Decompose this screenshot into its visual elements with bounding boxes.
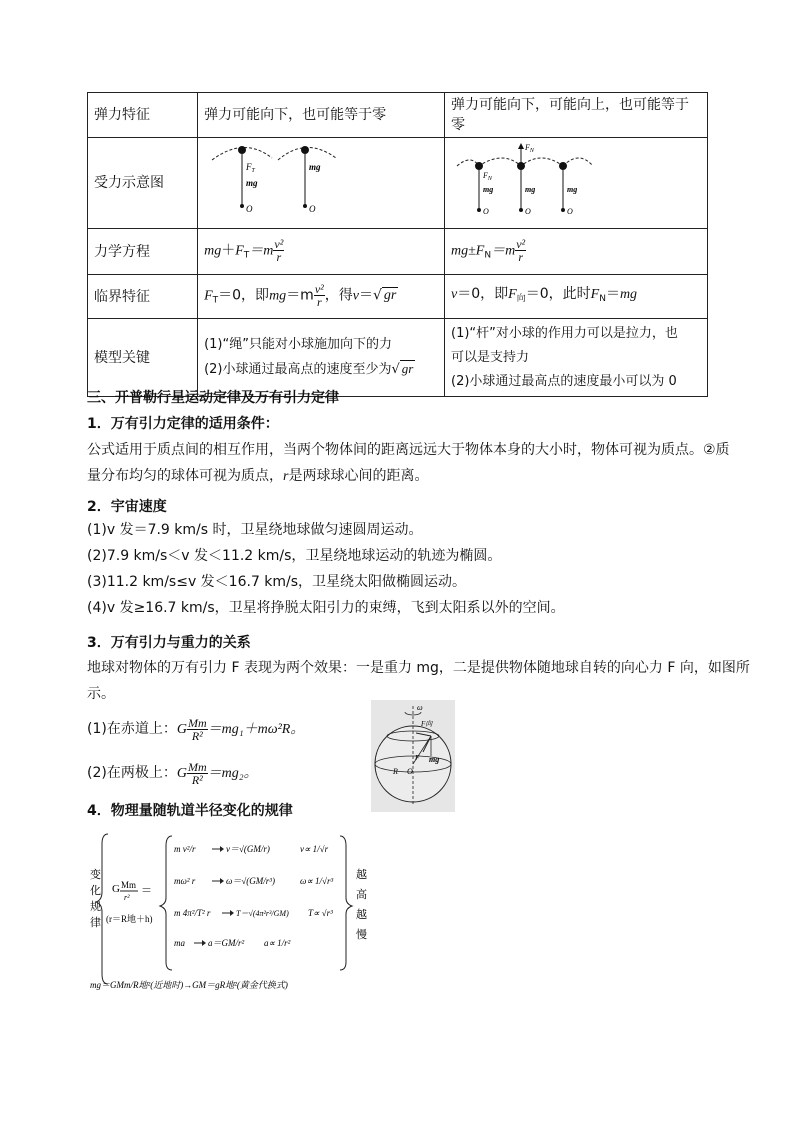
cosmic-velocity-list	[87, 517, 565, 621]
rod-key: (1)“杆”对小球的作用力可以是拉力，也 可以是支持力 (2)小球通过最高点的速度最小可以为 0	[445, 319, 708, 397]
table-row	[88, 229, 708, 275]
table-row	[88, 275, 708, 319]
rod-critical: v＝0，即$F_向=0$，此时$F_N=mg$	[445, 275, 708, 319]
rule-row-mid: a＝GM/r²	[208, 938, 245, 948]
earth-gravity-figure	[371, 700, 455, 812]
rule-row-right: ω∝ 1/√r³	[300, 876, 334, 886]
equator-equation: (1)在赤道上：G $\frac{Mm}{\text{R²}}$ ＝mg₁＋mω²R。	[87, 715, 305, 743]
rope-force-diagram	[204, 140, 430, 220]
omega-label: ω	[417, 703, 423, 712]
svg-text:FN: $F_N$	[525, 143, 534, 154]
side-label-char: 变	[90, 869, 101, 881]
mg-label: mg	[246, 178, 258, 188]
o-label: O	[246, 204, 253, 214]
center-den: r²	[124, 893, 130, 902]
rope-force-diagram-cell	[198, 138, 445, 229]
rod-force-diagram-cell	[445, 138, 708, 229]
side-label-char: 律	[90, 917, 101, 929]
center-g: G	[112, 883, 120, 895]
rope-key: (1)“绳”只能对小球施加向下的力 (2)小球通过最高点的速度至少为√ gr	[198, 319, 445, 397]
ft-label: $F_T$	[246, 162, 255, 174]
orbital-rule-diagram	[86, 828, 376, 992]
right-label-char: 越	[356, 869, 367, 881]
svg-text:FN: $F_N$	[483, 171, 492, 182]
model-comparison-table	[87, 92, 708, 397]
center-eq: ＝	[141, 885, 152, 897]
subsection-1-text: 公式适用于质点间的相互作用，当两个物体间的距离远远大于物体本身的大小时，物体可视为质点。②质 量分布均匀的球体可视为质点，r是两球球心间的距离。	[87, 442, 730, 484]
center-condition: (r＝R地＋h)	[106, 914, 153, 924]
svg-text:O: O	[525, 207, 531, 216]
list-item: (1)v 发＝7.9 km/s 时，卫星绕地球做匀速圆周运动。	[87, 522, 423, 538]
rule-row-right: v∝ 1/√r	[300, 844, 329, 854]
right-label-char: 越	[356, 909, 367, 921]
subsection-1-title: 1．万有引力定律的适用条件：	[87, 416, 279, 432]
svg-text:mg: mg	[525, 185, 536, 194]
rod-equation: $mg\pm F_N=m$ $\frac{\text{v²}}{r}$	[445, 229, 708, 275]
globe-diagram	[371, 700, 455, 812]
subsection-3-text: 地球对物体的万有引力 F 表现为两个效果：一是重力 mg，二是提供物体随地球自转的向心力 F 向，如图所 示。	[87, 660, 750, 702]
side-label-char: 规	[90, 901, 101, 913]
row-head: 临界特征	[88, 275, 198, 319]
f-centripetal-label: F向	[421, 720, 433, 728]
golden-substitution: mg＝GMm/R地²(近地时)→GM＝gR地²(黄金代换式)	[90, 980, 288, 990]
f-label: F	[415, 754, 420, 762]
rule-row-right: a∝ 1/r²	[264, 938, 291, 948]
rule-row-left: ma	[174, 938, 185, 948]
o-label: O	[309, 204, 316, 214]
rule-row-mid: T＝√(4π²r³/GM)	[236, 909, 289, 918]
rope-critical: $F_T=0$，即mg＝m $\frac{\text{v²}}{r}$ ，得v＝√ gr	[198, 275, 445, 319]
svg-text:O: O	[567, 207, 573, 216]
rod-force-diagram	[451, 140, 701, 220]
table-row	[88, 138, 708, 229]
table-row	[88, 93, 708, 138]
rule-row-left: mω² r	[174, 876, 196, 886]
rule-row-left: m v²/r	[174, 844, 196, 854]
orbital-rule-figure	[86, 828, 376, 992]
row-head: 弹力特征	[88, 93, 198, 138]
list-item: (4)v 发≥16.7 km/s，卫星将挣脱太阳引力的束缚，飞到太阳系以外的空间。	[87, 600, 565, 616]
row-head: 力学方程	[88, 229, 198, 275]
list-item: (2)7.9 km/s＜v 发＜11.2 km/s，卫星绕地球运动的轨迹为椭圆。	[87, 548, 502, 564]
rope-cell: 弹力可能向下，也可能等于零	[198, 93, 445, 138]
table-row	[88, 319, 708, 397]
center-num: Mm	[121, 880, 137, 890]
rule-row-right: T∝ √r³	[308, 908, 333, 918]
rule-row-mid: v＝√(GM/r)	[226, 844, 270, 854]
svg-text:mg: mg	[567, 185, 578, 194]
svg-text:O: O	[483, 207, 489, 216]
pole-equation: (2)在两极上：G $\frac{Mm}{\text{R²}}$ ＝mg₂。	[87, 759, 258, 787]
side-label-char: 化	[90, 885, 101, 897]
mg-label: mg	[309, 162, 321, 172]
subsection-3-title: 3．万有引力与重力的关系	[87, 635, 251, 651]
r-label: R	[393, 767, 398, 776]
right-label-char: 高	[356, 889, 367, 901]
rule-row-mid: ω＝√(GM/r³)	[226, 876, 275, 886]
section-title: 三、开普勒行星运动定律及万有引力定律	[87, 390, 339, 406]
rope-equation: $mg+F_T=m$ $\frac{\text{v²}}{r}$	[198, 229, 445, 275]
rod-cell: 弹力可能向下，可能向上，也可能等于零	[445, 93, 708, 138]
rule-row-left: m 4π²/T² r	[174, 908, 211, 918]
list-item: (3)11.2 km/s≤v 发＜16.7 km/s，卫星绕太阳做椭圆运动。	[87, 574, 467, 590]
mg-label: mg	[429, 755, 440, 764]
o-label: O	[407, 767, 413, 776]
right-label-char: 慢	[356, 929, 367, 941]
row-head: 模型关键	[88, 319, 198, 397]
svg-text:mg: mg	[483, 185, 494, 194]
subsection-4-title: 4．物理量随轨道半径变化的规律	[87, 803, 293, 819]
subsection-2-title: 2．宇宙速度	[87, 499, 167, 515]
row-head: 受力示意图	[88, 138, 198, 229]
